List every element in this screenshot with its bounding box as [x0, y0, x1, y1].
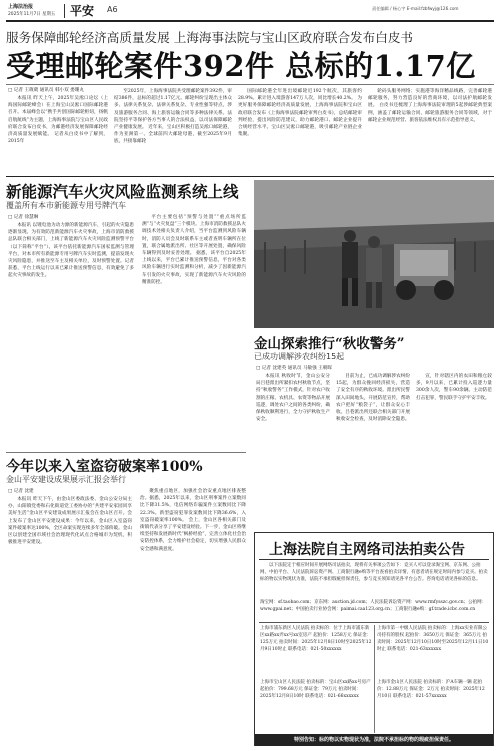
- issue-date: 2025年11月7日 星期五: [8, 12, 56, 17]
- ev-column-1: 本报讯 以锂电池为动力源的新能源汽车，引起的火灾隐患逐渐显现。为有效防范新能源汽车火灾事故，上海市消防救援总队联合相关部门，上线了新能源汽车火灾风险监测预警平台（以下简称“平台”）。该平台依托新能源汽车国家监测与管理平台，对本市所有新能源专用号牌汽车实时监测，提前发现火灾风险隐患，并推送至车主及相关单位，及时预警处置。记者获悉，平台上线运行以来已累计推送预警信息，有效避免了多起火灾事故的发生。: [8, 223, 134, 279]
- byline-marker-icon: □: [256, 366, 262, 371]
- lead-kicker: 服务保障邮轮经济高质量发展 上海海事法院与宝山区政府联合发布白皮书: [6, 30, 414, 45]
- auction-platforms: 淘宝网：sf.taobao.com；京东网：auction.jd.com；人民法院诉讼资产网：www.rmfysszc.gov.cn；公拍网：www.gpai.net；中国拍卖行业协会网：paimai.caa123.org.cn；工商银行融e购：gf.trade.icbc.com.cn: [260, 600, 487, 612]
- ev-byline: □ 记者 徐慧琳: [8, 215, 39, 220]
- burglary-headline: 今年以来入室盗窃破案率100%: [6, 459, 203, 475]
- masthead-rule: [6, 20, 494, 22]
- byline-marker-icon: □: [8, 489, 14, 494]
- masthead-divider: [64, 4, 65, 18]
- ev-subhead: 覆盖所有本市新能源专用号牌汽车: [6, 201, 126, 210]
- lead-column-2: 至2025年，上海海事法院共受理邮轮案件392件，审结386件，总标的超过1.17亿元。邮轮纠纷呈现出主体众多、法律关系复杂、法律关系复杂、专业性强等特点，涉及旅游服务合同、海上旅客运输合同等多种法律关系。法院坚持平等保护各方当事人的合法权益，以司法保障邮轮产业健康发展。 近年来，宝山区积极打造吴淞口邮轮港，作为亚洲第一、全球前四大邮轮母港，截至2025年9月底，共接靠邮轮: [114, 89, 232, 145]
- auction-intro: 以下法院定于相应时间开展网络司法拍卖，现将有关事项公告如下：竞买人可以登录淘宝网、京东网、公拍网、中拍平台、人民法院诉讼资产网、工商银行融e购等平台查看拍卖详情，有意者请在规定时间内参与竞买。拍卖标的物以实物现状为准，法院不承担瑕疵担保责任，参与竞买须知请见各平台公告。咨询电话请见各标的信息。: [260, 563, 488, 582]
- lead-column-1: 本报讯 昨天上午，2025年吴淞口论坛（上海国际邮轮峰会）在上海宝山吴淞口国际邮轮港召开。本届峰会以“携手共创国际邮轮枢纽，扬帆启航航线”为主题，上海海事法院与宝山区人民政府联合发布白皮书，为邮港经济发展保障邮轮经济高质量发展赋能。 记者从白皮书中了解到，2015年: [8, 96, 108, 145]
- auction-lot-2: 上海市第一中级人民法院 拍卖标的：上海xx实业有限公司持有的股权 起拍价：3650万元 保证金：365万元 拍卖时间：2025年12月10日10时至2025年12月11日10时止 联系电话：021-63xxxxxx: [377, 626, 489, 652]
- paper-name: 上海法治报: [8, 4, 34, 10]
- burglary-column-1: 本报讯 昨天下午，由金山区委政法委、金山公安分局主办，山阳镇党委和石化街道党工委协办的“共建平安家园同享美好生活”金山区平安建设成果展示汇报会在金山区召开。会上发布了金山区平安建设成果：今年以来，金山区入室盗窃案件破案率达100%，全区命案实现连续多年全部侦破。金山区以创建全国市域社会治理现代化试点合格城市为契机，积极推进平安建设。: [8, 497, 132, 546]
- lead-rule: [6, 84, 494, 85]
- auction-notice: [254, 532, 494, 746]
- burglary-top-rule: [6, 452, 246, 453]
- gold-column-1: 本报讯 秋收时节，金山公安分局吕巷派出所紧扣农村秋收节点，坚持“秋收警务”工作模式，针对农户收割的庄稼、农机具、农资等物品开展巡逻，调处农户之间的各类纠纷，确保秋收顺利进行，全力守护秋收生产安全。: [256, 374, 330, 423]
- ev-headline: 新能源汽车火灾风险监测系统上线: [6, 182, 239, 201]
- auction-col-divider: [374, 625, 375, 733]
- gold-column-2: 目前为止，已成功调解涉农纠纷15起，为群众挽回经济损失，营造了安全有序的秋收环境。派出所民警深入田间地头，开展防范宣传，帮助农户把好“粮袋子”，让群众安心丰收。吕巷派出所还联合相关部门开展秋收安全检查，及时消除安全隐患。: [336, 374, 410, 423]
- auction-footer-banner: 特别告知：标的物以实物现状为准，法院不承担标的物的瑕疵担保责任。: [255, 734, 493, 746]
- photo-illustration: [254, 180, 494, 328]
- section-title: 平安: [70, 4, 95, 18]
- ev-column-2: 平台主要包括“预警与处置”“重点场所监测”与“火灾复盘”三个模块。上海市消防救援总队火调技术处相关负责人介绍，当平台监测到风险车辆时，消防人员会及时联系车主或者查明车辆所在位置，联合属地派出所、社区等开展处置，确保风险车辆得到及时妥善处理。 据悉，该平台自2025年上线以来，平台已累计推送预警信息，平台对各类风险车辆进行实时监测和分析，减少了因新能源汽车引发的火灾事故，实现了新能源汽车火灾风险的精准防控。: [142, 215, 246, 285]
- auction-lot-3: 上海市宝山区人民法院 拍卖标的：宝山区xx路xx号房产 起拍价：799.68万元 保证金：79万元 拍卖时间：2025年12月8日10时 联系电话：021-66xxxxxx: [260, 680, 371, 699]
- auction-title: 上海法院自主网络司法拍卖公告: [269, 542, 465, 558]
- lead-column-4: 轮码头服务网络；实施港等海洋精品线路，完善邮轮港邮轮服务，努力营造良好的营商环境，以司法护航邮轮发展。 白皮书还梳理了上海海事法院审理的5起涉邮轮典型案例，涵盖了邮轮运输合同、邮轮旅游服务合同等领域，对于邮轮企业规范经营、旅客依法维权具有示范指导意义。: [368, 89, 492, 123]
- auction-divider: [259, 622, 489, 623]
- page-number: A6: [107, 5, 118, 14]
- gold-headline: 金山探索推行“秋收警务”: [254, 336, 405, 352]
- lead-column-3: 国际邮轮港全年进出境邮轮近192个航次，其旅客约28.9%。累计进入境游客147万人次，同比增长40.2%。 为更好服务保障邮轮经济高质量发展，上海海事法院和宝山区政府联合发布《上海海事法院邮轮审判白皮书》，总结邮轮审判经验，提出风险防范建议，助力邮轮港口、邮轮企业提升合规经营水平。宝山区吴淞口邮轮港，吸引邮轮产业链企业集聚。: [238, 89, 362, 138]
- burglary-subhead: 金山平安建设成果展示汇报会举行: [6, 475, 126, 484]
- burglary-column-2: 聚焦重点地区，加强社会治安重点地区排查整治。据悉，2025年以来，金山区刑事案件立案数同比下降31.5%，电信网络诈骗案件立案数同比下降22.3%。新型盗窃犯罪发案数同比下降36.6%，入室盗窃破案率100%。 会上，金山区各相关部门及街镇代表分享了平安建设经验。下一步，金山区将继续坚持和发展新时代“枫桥经验”，完善立体化社会治安防控体系，全力维护社会稳定，切实增强人民群众安全感和满意度。: [140, 489, 246, 552]
- byline-marker-icon: □: [8, 88, 14, 93]
- gold-byline: □ 记者 沈建英 通讯员 马敏强 王朝晖: [256, 366, 332, 371]
- auction-lot-4: 上海市金山区人民法院 拍卖标的：沪A车辆一辆 起拍价：12.88万元 保证金：2万元 拍卖时间：2025年12月10日 联系电话：021-57xxxxxx: [377, 680, 485, 699]
- lead-headline: 受理邮轮案件392件 总标的1.17亿: [6, 49, 476, 83]
- gold-column-3: 宣，针对辖区内的农田和粮仓较多，9月以来，已累计投入巡逻力量300余人次，警车90余辆。主动防范打击犯罪，警民联手守护平安丰收。: [416, 374, 492, 401]
- byline-marker-icon: □: [8, 215, 14, 220]
- editor-info: 责任编辑 / 杨心宇 E-mail:fzbfwyj@126.com: [372, 6, 459, 11]
- auction-title-rule: [259, 559, 489, 560]
- news-photo-farm-patrol: [254, 180, 494, 328]
- lead-byline: □ 记者 王葳葳 通讯员 韩小双 娄珊丸: [8, 88, 84, 93]
- burglary-byline: □ 记者 沈建: [8, 489, 34, 494]
- lead-bottom-rule: [6, 176, 494, 177]
- auction-lot-1: 上海市浦东新区人民法院 拍卖标的：位于上海市浦东新区xx路xx弄xx号xx室房产 起拍价：1258万元 保证金：125万元 拍卖时间：2025年12月8日10时至2025年12月9日10时止 联系电话：021-50xxxxxx: [260, 626, 372, 652]
- gold-subhead: 已成功调解涉农纠纷15起: [254, 352, 345, 361]
